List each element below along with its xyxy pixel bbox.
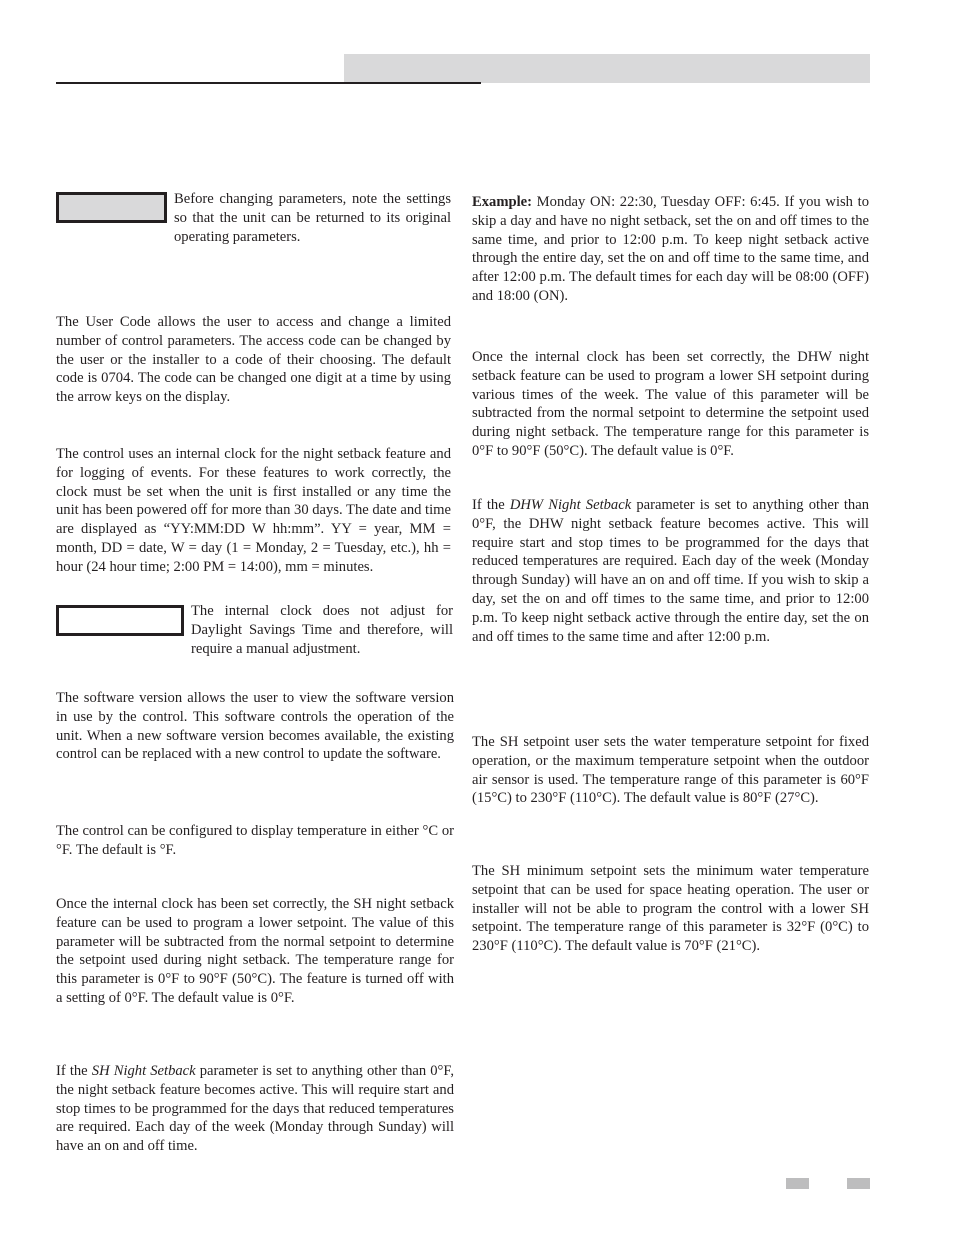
- footer-mark-left: [786, 1178, 809, 1189]
- note-text-parameters: Before changing parameters, note the settings so that the unit can be returned to its original operating parameters.: [174, 191, 451, 245]
- dhw-night-setback-paragraph: Once the internal clock has been set correctly, the DHW night setback feature can be used to program a lower SH setpoint during various times of the week. The value of this parameter will be subtracted from the normal setpoint to determine the setpoint used during night setback. The temperature range for this parameter is 0°F to 90°F (50°C). The default value is 0°F.: [472, 349, 869, 459]
- note-box-clock: [56, 605, 184, 636]
- clock-paragraph: The control uses an internal clock for the night setback feature and for logging of events. For these features to work correctly, the clock must be set when the unit is first installed or any time the unit has been powered off for more than 30 days. The date and time are displayed as “YY:MM:DD W hh:mm”. YY = year, MM = month, DD = date, W = day (1 = Monday, 2 = Tuesday, etc.), hh = hour (24 hour time; 2:00 PM = 14:00), mm = minutes.: [56, 446, 451, 575]
- note-box-caution: [56, 192, 167, 223]
- example-label: Example:: [472, 194, 532, 210]
- sh-setback-times-paragraph: If the SH Night Setback parameter is set to anything other than 0°F, the night setback feature becomes active. This will require start and stop times to be programmed for the days that reduced temperatures are required. Each day of the week (Monday through Sunday) will have an on and off time.: [56, 1063, 454, 1155]
- note-text-daylight: The internal clock does not adjust for Daylight Savings Time and therefore, will require a manual adjustment.: [191, 603, 453, 657]
- sh-minimum-setpoint-paragraph: The SH minimum setpoint sets the minimum water temperature setpoint that can be used for space heating operation. The user or installer will not be able to program the control with a lower SH setpoint. The temperature range of this parameter is 32°F (0°C) to 230°F (110°C). The default value is 70°F (21°C).: [472, 863, 869, 955]
- footer-mark-right: [847, 1178, 870, 1189]
- dhw-setback-times-paragraph: If the DHW Night Setback parameter is set to anything other than 0°F, the DHW night setback feature becomes active. This will require start and stop times to be programmed for the days that reduced temperatures are required. Each day of the week (Monday through Sunday) will have an on and off time. If you wish to skip a day, set the on and off times to the same time, and prior to 12:00 p.m. To keep night setback active through the entire day, set the on and off times to the same time and after 12:00 p.m.: [472, 497, 869, 645]
- sh-night-setback-term: SH Night Setback: [91, 1063, 196, 1079]
- example-paragraph: Example: Monday ON: 22:30, Tuesday OFF: 6:45. If you wish to skip a day and have no night setback, set the on and off times to the same time, and prior to 12:00 p.m. To keep night setback active through the entire day, set the on and off time to the same time, and after 12:00 p.m. The default times for each day will be 08:00 (OFF) and 18:00 (ON).: [472, 194, 869, 304]
- temperature-units-paragraph: The control can be configured to display temperature in either °C or °F. The default is °F.: [56, 823, 454, 858]
- dhw-night-setback-term: DHW Night Setback: [509, 497, 632, 513]
- header-rule: [56, 82, 481, 84]
- software-version-paragraph: The software version allows the user to view the software version in use by the control. This software controls the operation of the unit. When a new software version becomes available, the existing control can be replaced with a new control to update the software.: [56, 690, 454, 763]
- sh-night-setback-paragraph: Once the internal clock has been set correctly, the SH night setback feature can be used to program a lower setpoint. The value of this parameter will be subtracted from the normal setpoint to determine the setpoint used during night setback. The temperature range for this parameter is 0°F to 90°F (50°C). The feature is turned off with a setting of 0°F. The default value is 0°F.: [56, 896, 454, 1006]
- sh-setpoint-paragraph: The SH setpoint user sets the water temperature setpoint for fixed operation, or the maximum temperature setpoint when the outdoor air sensor is used. The temperature range of this parameter is 60°F (15°C) to 230°F (110°C). The default value is 80°F (27°C).: [472, 734, 869, 807]
- header-bar: [344, 54, 870, 83]
- user-code-paragraph: The User Code allows the user to access and change a limited number of control parameters. The access code can be changed by the user or the installer to a code of their choosing. The default code is 0704. The code can be changed one digit at a time by using the arrow keys on the display.: [56, 314, 451, 406]
